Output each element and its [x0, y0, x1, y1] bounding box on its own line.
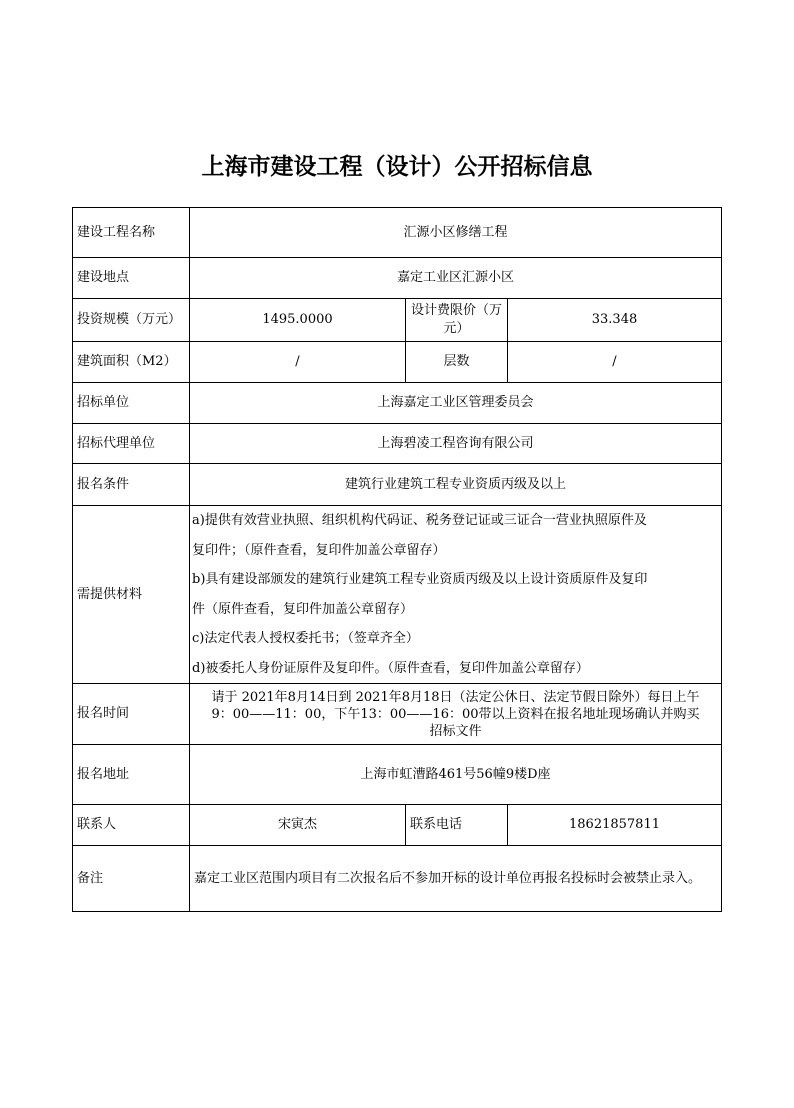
tender-info-table	[72, 207, 722, 912]
project-name-label: 建设工程名称	[73, 208, 190, 258]
reg-address-value: 上海市虹漕路461号56幢9楼D座	[190, 745, 722, 805]
location-value: 嘉定工业区汇源小区	[190, 258, 722, 299]
materials-line: b)具有建设部颁发的建筑行业建筑工程专业资质丙级及以上设计资质原件及复印	[192, 572, 648, 587]
conditions-value: 建筑行业建筑工程专业资质丙级及以上	[190, 464, 722, 506]
agent-label: 招标代理单位	[73, 424, 190, 464]
phone-value: 18621857811	[508, 805, 722, 846]
row-reg-address	[73, 745, 722, 805]
row-investment	[73, 299, 722, 342]
remarks-label: 备注	[73, 846, 190, 912]
reg-time-line: 招标文件	[429, 723, 482, 739]
design-fee-value: 33.348	[508, 299, 722, 342]
materials-line: 件（原件查看，复印件加盖公章留存）	[192, 601, 414, 617]
row-materials	[73, 506, 722, 684]
reg-time-value	[190, 684, 722, 745]
materials-list	[190, 506, 722, 684]
conditions-label: 报名条件	[73, 464, 190, 506]
floors-value: /	[508, 342, 722, 383]
contact-label: 联系人	[73, 805, 190, 846]
investment-value: 1495.0000	[190, 299, 406, 342]
row-conditions	[73, 464, 722, 506]
row-location	[73, 258, 722, 299]
agent-value: 上海碧凌工程咨询有限公司	[190, 424, 722, 464]
row-project-name	[73, 208, 722, 258]
location-label: 建设地点	[73, 258, 190, 299]
materials-label: 需提供材料	[73, 506, 190, 684]
remarks-value: 嘉定工业区范围内项目有二次报名后不参加开标的设计单位再报名投标时会被禁止录入。	[190, 846, 722, 912]
floors-label: 层数	[406, 342, 508, 383]
page-title: 上海市建设工程（设计）公开招标信息	[201, 154, 593, 180]
area-label: 建筑面积（M2）	[73, 342, 190, 383]
row-agent	[73, 424, 722, 464]
tenderer-value: 上海嘉定工业区管理委员会	[190, 383, 722, 424]
materials-line: d)被委托人身份证原件及复印件。（原件查看，复印件加盖公章留存）	[192, 660, 589, 676]
tenderer-label: 招标单位	[73, 383, 190, 424]
row-contact	[73, 805, 722, 846]
phone-label: 联系电话	[406, 805, 508, 846]
reg-address-label: 报名地址	[73, 745, 190, 805]
area-value: /	[190, 342, 406, 383]
row-remarks	[73, 846, 722, 912]
reg-time-line: 请于 2021年8月14日到 2021年8月18日（法定公休日、法定节假日除外）每日上午	[211, 689, 700, 705]
project-name-value: 汇源小区修缮工程	[190, 208, 722, 258]
reg-time-label: 报名时间	[73, 684, 190, 745]
row-tenderer	[73, 383, 722, 424]
contact-value: 宋寅杰	[190, 805, 406, 846]
design-fee-label: 设计费限价（万元）	[406, 299, 508, 342]
row-area	[73, 342, 722, 383]
materials-line: a)提供有效营业执照、组织机构代码证、税务登记证或三证合一营业执照原件及	[192, 513, 647, 528]
row-reg-time	[73, 684, 722, 745]
reg-time-line: 9：00——11：00，下午13：00——16：00带以上资料在报名地址现场确认并购买	[211, 706, 700, 722]
investment-label: 投资规模（万元）	[73, 299, 190, 342]
materials-line: c)法定代表人授权委托书；（签章齐全）	[192, 631, 419, 646]
materials-line: 复印件；（原件查看，复印件加盖公章留存）	[192, 542, 446, 558]
